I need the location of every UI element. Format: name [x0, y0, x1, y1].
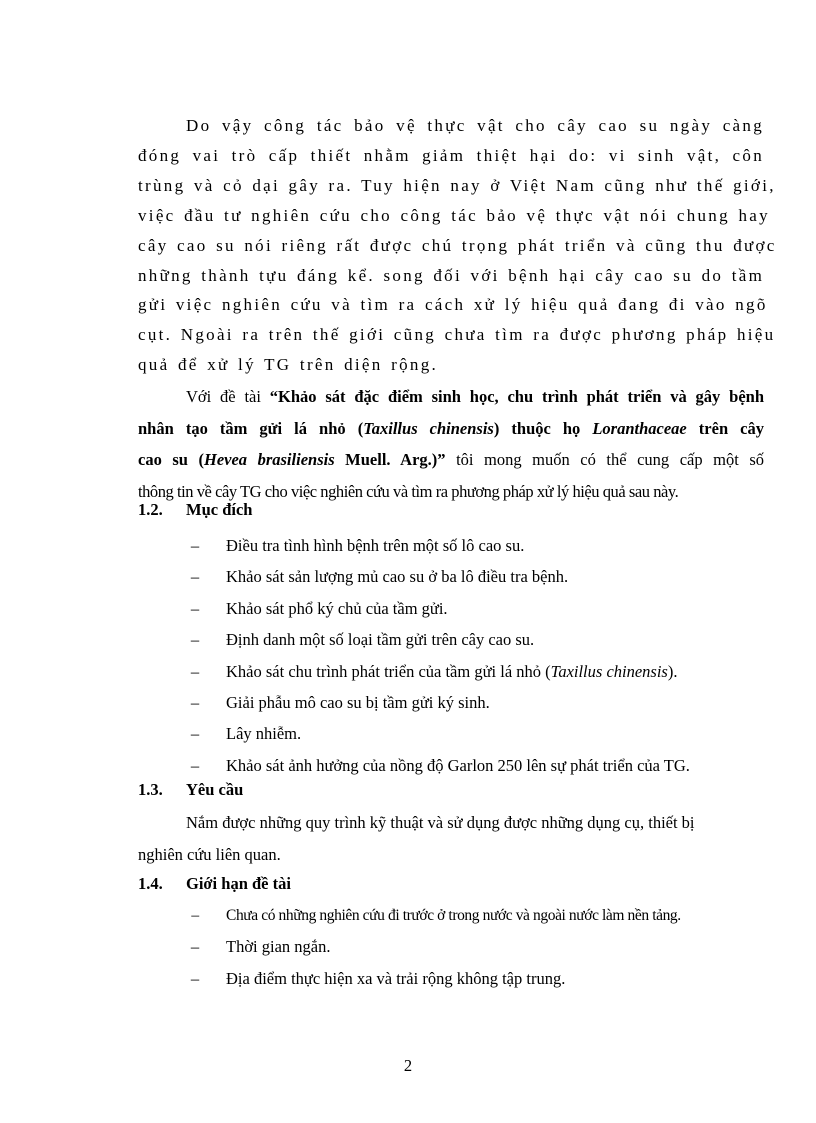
- bullet-dash: –: [190, 724, 200, 744]
- section-number: 1.3.: [138, 780, 163, 799]
- list-item: – Điều tra tình hình bệnh trên một số lô cao su.: [186, 530, 766, 561]
- section-title: Mục đích: [186, 500, 253, 519]
- section-heading-requirements: [138, 780, 243, 800]
- intro-line: gửi việc nghiên cứu và tìm ra cách xử lý hiệu quả đang đi vào ngõ: [138, 295, 768, 315]
- intro-line: việc đầu tư nghiên cứu cho công tác bảo vệ thực vật nói chung hay: [138, 205, 770, 225]
- list-item: – Chưa có những nghiên cứu đi trước ở trong nước và ngoài nước làm nền tảng.: [186, 900, 766, 931]
- topic-line: thông tin về cây TG cho việc nghiên cứu và tìm ra phương pháp xử lý hiệu quả sau này.: [138, 481, 679, 501]
- topic-line: Với đề tài “Khảo sát đặc điểm sinh học, chu trình phát triển và gây bệnh: [186, 387, 764, 406]
- section-title: Giới hạn đề tài: [186, 874, 291, 893]
- list-item: – Lây nhiễm.: [186, 718, 766, 749]
- intro-line: đóng vai trò cấp thiết nhằm giảm thiệt hại do: vi sinh vật, côn: [138, 145, 764, 165]
- intro-line: trùng và cỏ dại gây ra. Tuy hiện nay ở Việt Nam cũng như thế giới,: [138, 175, 776, 195]
- section-heading-limits: [138, 874, 291, 894]
- list-item: – Địa điểm thực hiện xa và trải rộng không tập trung.: [186, 963, 766, 994]
- bullet-dash: –: [190, 661, 200, 681]
- species-name: Taxillus chinensis: [363, 418, 494, 438]
- intro-line: cụt. Ngoài ra trên thế giới cũng chưa tìm ra được phương pháp hiệu: [138, 325, 776, 345]
- list-item: – Khảo sát phổ ký chủ của tầm gửi.: [186, 593, 766, 624]
- intro-line: quả để xử lý TG trên diện rộng.: [138, 355, 439, 375]
- family-name: Loranthaceae: [592, 418, 687, 438]
- bullet-dash: –: [190, 630, 200, 650]
- intro-paragraph: [138, 111, 777, 380]
- intro-line: cây cao su nói riêng rất được chú trọng phát triển và cũng thu được: [138, 235, 777, 255]
- list-item: – Khảo sát chu trình phát triển của tầm gửi lá nhỏ (Taxillus chinensis).: [186, 656, 766, 687]
- bullet-dash: –: [190, 536, 200, 555]
- section-number: 1.2.: [138, 500, 163, 519]
- bullet-dash: –: [190, 567, 200, 587]
- bullet-dash: –: [190, 693, 200, 713]
- bullet-dash: –: [190, 598, 200, 618]
- topic-line: cao su (Hevea brasiliensis Muell. Arg.)” tôi mong muốn có thể cung cấp một số: [138, 450, 765, 469]
- bullet-dash: –: [190, 755, 200, 775]
- topic-line: nhân tạo tầm gửi lá nhỏ (Taxillus chinensis) thuộc họ Loranthaceae trên cây: [138, 418, 764, 438]
- list-item: – Định danh một số loại tầm gửi trên cây cao su.: [186, 624, 766, 655]
- list-item: – Khảo sát sản lượng mủ cao su ở ba lô điều tra bệnh.: [186, 561, 766, 592]
- intro-line: Do vậy công tác bảo vệ thực vật cho cây cao su ngày càng: [186, 116, 764, 135]
- section-title: Yêu cầu: [186, 780, 244, 799]
- species-name: Taxillus chinensis: [550, 661, 668, 681]
- purpose-list: [186, 530, 766, 781]
- requirements-line: nghiên cứu liên quan.: [138, 845, 281, 864]
- limits-list: [186, 900, 766, 994]
- list-item: – Thời gian ngắn.: [186, 931, 766, 962]
- topic-title: “Khảo sát đặc điểm sinh học, chu trình phát triển và gây bệnh: [269, 387, 764, 406]
- section-heading-purpose: [138, 500, 252, 520]
- requirements-paragraph: [138, 807, 764, 871]
- species-name: Hevea brasiliensis: [204, 450, 335, 469]
- list-item: – Giải phẫu mô cao su bị tầm gửi ký sinh.: [186, 687, 766, 718]
- bullet-dash: –: [190, 968, 200, 988]
- intro-line: những thành tựu đáng kể. song đối với bệnh hại cây cao su do tầm: [138, 265, 765, 285]
- page-number: 2: [403, 1056, 413, 1075]
- bullet-dash: –: [190, 937, 200, 957]
- bullet-dash: –: [191, 907, 199, 924]
- requirements-line: Nắm được những quy trình kỹ thuật và sử dụng được những dụng cụ, thiết bị: [186, 813, 695, 832]
- section-number: 1.4.: [138, 874, 163, 893]
- topic-paragraph: [138, 381, 764, 507]
- list-item: – Khảo sát ảnh hưởng của nồng độ Garlon 250 lên sự phát triển của TG.: [186, 750, 766, 781]
